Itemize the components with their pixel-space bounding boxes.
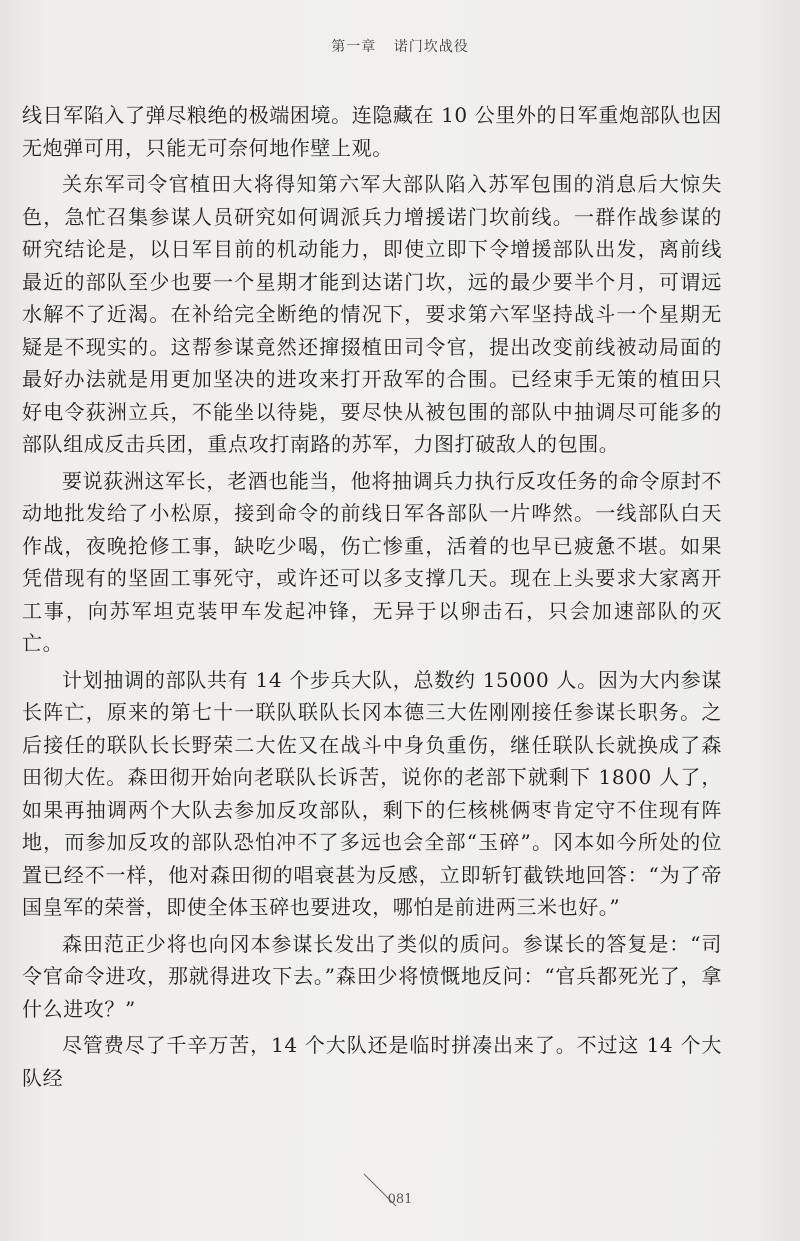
paragraph: 森田范正少将也向冈本参谋长发出了类似的质问。参谋长的答复是：“司令官命令进攻，那就得进攻下去。”森田少将愤慨地反问：“官兵都死光了，拿什么进攻？” (22, 931, 722, 1021)
paragraph: 关东军司令官植田大将得知第六军大部队陷入苏军包围的消息后大惊失色，急忙召集参谋人员研究如何调派兵力增援诺门坎前线。一群作战参谋的研究结论是，以日军目前的机动能力，即使立即下令增援部队出发，离前线最近的部队至少也要一个星期才能到达诺门坎，远的最少要半个月，可谓远水解不了近渴。在补给完全断绝的情况下，要求第六军坚持战斗一个星期无疑是不现实的。这帮参谋竟然还撺掇植田司令官，提出改变前线被动局面的最好办法就是用更加坚决的进攻来打开敌军的合围。已经束手无策的植田只好电令荻洲立兵，不能坐以待毙，要尽快从被包围的部队中抽调尽可能多的部队组成反击兵团，重点攻打南路的苏军，力图打破敌人的包围。 (22, 172, 722, 456)
body-text (22, 99, 722, 1098)
paragraph: 线日军陷入了弹尽粮绝的极端困境。连隐藏在 10 公里外的日军重炮部队也因无炮弹可用，只能无可奈何地作壁上观。 (22, 103, 722, 160)
page-number: 081 (387, 1192, 413, 1207)
running-head (0, 36, 800, 56)
chapter-title: 诺门坎战役 (393, 39, 469, 55)
chapter-number: 第一章 (331, 39, 377, 55)
paragraph: 尽管费尽了千辛万苦，14 个大队还是临时拼凑出来了。不过这 14 个大队经 (22, 1033, 722, 1090)
paragraph: 要说荻洲这军长，老酒也能当，他将抽调兵力执行反攻任务的命令原封不动地批发给了小松原，接到命令的前线日军各部队一片哗然。一线部队白天作战，夜晚抢修工事，缺吃少喝，伤亡惨重，活着的也早已疲惫不堪。如果凭借现有的坚固工事死守，或许还可以多支撑几天。现在上头要求大家离开工事，向苏军坦克装甲车发起冲锋，无异于以卵击石，只会加速部队的灭亡。 (22, 468, 722, 655)
paragraph: 计划抽调的部队共有 14 个步兵大队，总数约 15000 人。因为大内参谋长阵亡，原来的第七十一联队联队长冈本德三大佐刚刚接任参谋长职务。之后接任的联队长长野荣二大佐又在战斗中身负重伤，继任联队长就换成了森田彻大佐。森田彻开始向老联队长诉苦，说你的老部下就剩下 1800 人了，如果再抽调两个大队去参加反攻部队，剩下的仨核桃俩枣肯定守不住现有阵地，而参加反攻的部队恐怕冲不了多远也会全部“玉碎”。冈本如今所处的位置已经不一样，他对森田彻的唱衰甚为反感，立即斩钉截铁地回答：“为了帝国皇军的荣誉，即使全体玉碎也要进攻，哪怕是前进两三米也好。” (22, 667, 722, 919)
